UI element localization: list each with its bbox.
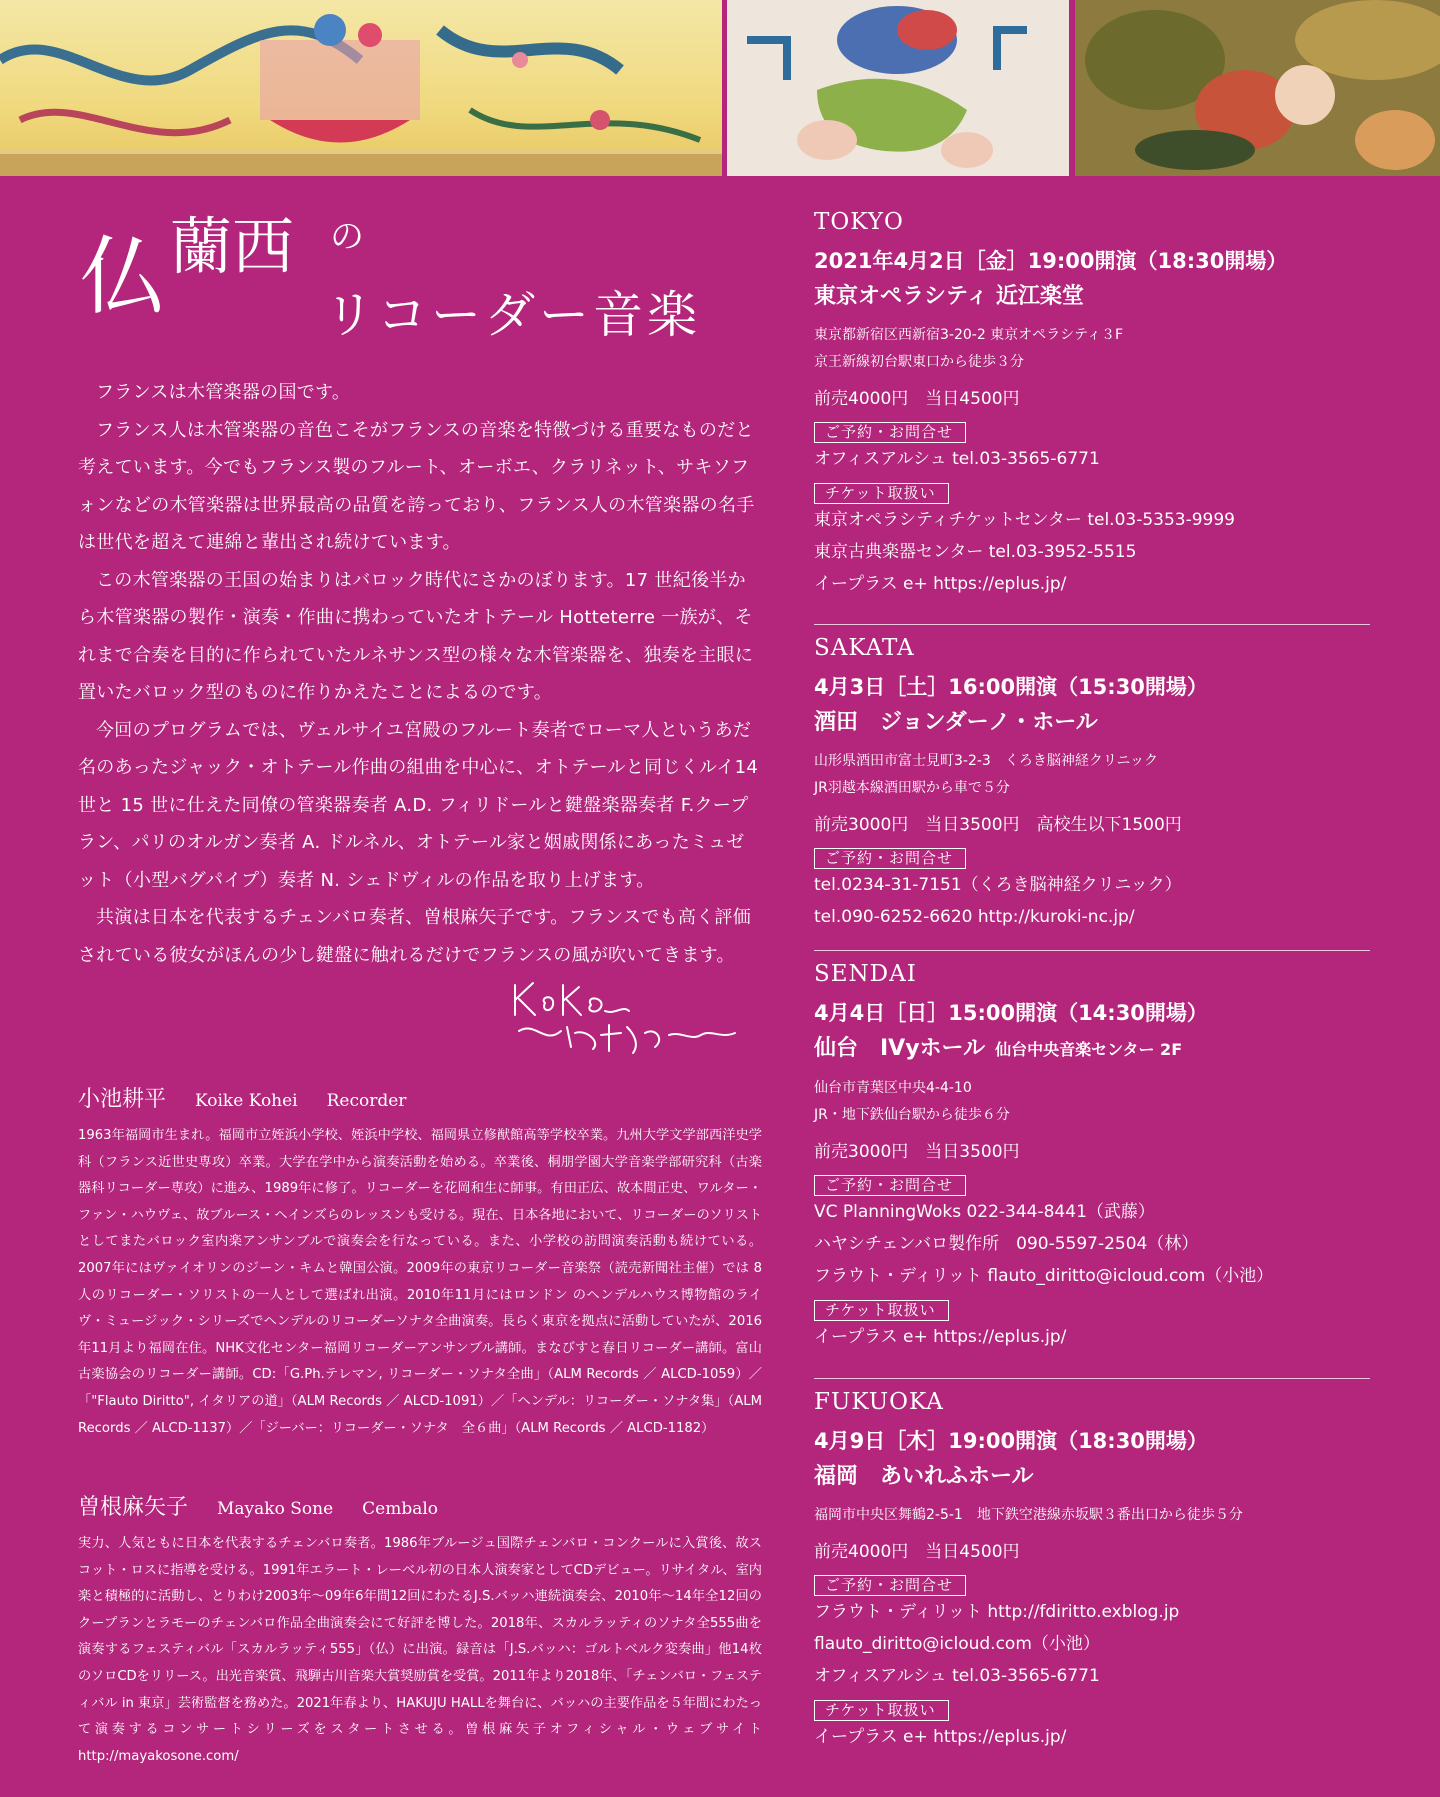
concert-sakata bbox=[814, 634, 1370, 933]
concert-datetime: 4月3日［土］16:00開演（15:30開場） bbox=[814, 675, 1208, 699]
venue-access: JR羽越本線酒田駅から車で５分 bbox=[814, 780, 1010, 796]
concert-datetime: 2021年4月2日［金］19:00開演（18:30開場） bbox=[814, 249, 1288, 273]
intro-paragraph: フランスは木管楽器の国です。 bbox=[96, 382, 351, 403]
concert-fukuoka bbox=[814, 1388, 1370, 1753]
contact-line: tel.0234-31-7151（くろき脳神経クリニック） bbox=[814, 875, 1182, 895]
ticket-outlet-line: 東京オペラシティチケットセンター tel.03-5353-9999 bbox=[814, 510, 1236, 530]
contact-line: フラウト・ディリット flauto_diritto@icloud.com（小池） bbox=[814, 1266, 1274, 1286]
concert-venue: 福岡 あいれふホール bbox=[814, 1464, 1034, 1489]
painted-figure-panel bbox=[727, 0, 1069, 176]
bio-body: 1963年福岡市生まれ。福岡市立姪浜小学校、姪浜中学校、福岡県立修猷館高等学校卒業。九州大学文学部西洋史学科（フランス近世史専攻）卒業。大学在学中から演奏活動を始める。卒業後、桐朋学園大学音楽学部研究科（古楽器科リコーダー専攻）に進み、1989年に修了。リコーダーを花岡和生に師事。有田正広、故本間正史、ワルター・ファン・ハウヴェ、故ブルース・ヘインズらのレッスンも受ける。現在、日本各地において、リコーダーのソリストとしてまたバロック室内楽アンサンブルで演奏会を行なっている。また、小学校の訪問演奏活動も続けている。2007年にはヴァイオリンのジーン・キムと韓国公演。2009年の東京リコーダー音楽祭（読売新聞社主催）では 8人のリコーダー・ソリストの一人として選ばれ出演。2010年11月にはロンドン のヘンデルハウス博物館のライヴ・ミュージック・シリーズでヘンデルのリコーダーソナタ全曲演奏。長らく東京を拠点に活動していたが、2016年11月より福岡在住。NHK文化センター福岡リコーダーアンサンブル講師。まなびすと春日リコーダー講師。富山古楽協会のリコーダー講師。CD:「G.Ph.テレマン, リコーダー・ソナタ全曲」（ALM Records ／ ALCD-1059）／「"Flauto Diritto", イタリアの道」（ALM Records ／ ALCD-1091）／「ヘンデル：リコーダー・ソナタ集」（ALM Records ／ ALCD-1137）／「ジーバー：リコーダー・ソナタ 全６曲」（ALM Records ／ ALCD-1182） bbox=[78, 1128, 762, 1436]
ticket-outlet-tag: チケット取扱い bbox=[814, 1700, 949, 1721]
ticket-outlet-line: イープラス e+ https://eplus.jp/ bbox=[814, 1327, 1067, 1347]
venue-address: 東京都新宿区西新宿3-20-2 東京オペラシティ３F bbox=[814, 327, 1124, 343]
venue-address: 山形県酒田市富士見町3-2-3 くろき脳神経クリニック bbox=[814, 753, 1158, 769]
title-char-2: 蘭西 bbox=[170, 210, 295, 283]
ticket-outlet-line: 東京古典楽器センター tel.03-3952-5515 bbox=[814, 542, 1137, 562]
bio-koike bbox=[78, 1086, 762, 1442]
page-title bbox=[80, 206, 760, 356]
contact-line: オフィスアルシュ tel.03-3565-6771 bbox=[814, 1666, 1100, 1686]
venue-subname: 仙台中央音楽センター 2F bbox=[995, 1040, 1183, 1059]
concert-sendai bbox=[814, 960, 1370, 1353]
bio-name-en: Koike Kohei bbox=[195, 1091, 298, 1111]
header-artwork bbox=[0, 0, 1440, 176]
bio-name-en: Mayako Sone bbox=[217, 1499, 334, 1519]
ticket-outlet-line: イープラス e+ https://eplus.jp/ bbox=[814, 1727, 1067, 1747]
contact-line: オフィスアルシュ tel.03-3565-6771 bbox=[814, 449, 1100, 469]
title-char-1: 仏 bbox=[80, 227, 168, 327]
ticket-outlet-tag: チケット取扱い bbox=[814, 483, 949, 504]
concert-tokyo bbox=[814, 208, 1370, 600]
reservation-tag: ご予約・お問合せ bbox=[814, 422, 966, 443]
contact-line: VC PlanningWoks 022-344-8441（武藤） bbox=[814, 1202, 1155, 1222]
venue-access: 京王新線初台駅東口から徒歩３分 bbox=[814, 354, 1024, 370]
title-subtitle: リコーダー音楽 bbox=[324, 286, 701, 344]
venue-address: 福岡市中央区舞鶴2-5-1 地下鉄空港線赤坂駅３番出口から徒歩５分 bbox=[814, 1507, 1243, 1523]
ticket-outlet-tag: チケット取扱い bbox=[814, 1300, 949, 1321]
section-divider bbox=[814, 624, 1370, 625]
ticket-price: 前売4000円 当日4500円 bbox=[814, 1542, 1020, 1562]
contact-line: tel.090-6252-6620 http://kuroki-nc.jp/ bbox=[814, 907, 1135, 927]
venue-access: JR・地下鉄仙台駅から徒歩６分 bbox=[814, 1107, 1010, 1123]
city-name: SAKATA bbox=[814, 635, 915, 661]
ticket-price: 前売3000円 当日3500円 bbox=[814, 1142, 1020, 1162]
concert-datetime: 4月9日［木］19:00開演（18:30開場） bbox=[814, 1429, 1208, 1453]
contact-line: フラウト・ディリット http://fdiritto.exblog.jp bbox=[814, 1602, 1180, 1622]
bio-heading bbox=[78, 1494, 762, 1523]
reservation-tag: ご予約・お問合せ bbox=[814, 848, 966, 869]
concert-venue: 東京オペラシティ 近江楽堂 bbox=[814, 284, 1084, 309]
concert-venue: 酒田 ジョンダーノ・ホール bbox=[814, 710, 1098, 735]
section-divider bbox=[814, 1378, 1370, 1379]
bio-body: 実力、人気ともに日本を代表するチェンバロ奏者。1986年ブルージュ国際チェンバロ・コンクールに入賞後、故スコット・ロスに指導を受ける。1991年エラート・レーベル初の日本人演奏家としてCDデビュー。リサイタル、室内楽と積極的に活動し、とりわけ2003年～09年6年間12回にわたるJ.S.バッハ連続演奏会、2010年～14年全12回のクープランとラモーのチェンバロ作品全曲演奏会にて好評を博した。2018年、スカルラッティのソナタ全555曲を演奏するフェスティバル「スカルラッティ555」（仏）に出演。録音は「J.S.バッハ：ゴルトベルク変奏曲」他14枚のソロCDをリリース。出光音楽賞、飛騨古川音楽大賞奨励賞を受賞。2011年より2018年、「チェンバロ・フェスティバル in 東京」芸術監督を務めた。2021年春より、HAKUJU HALLを舞台に、バッハの主要作品を５年間にわたって演奏するコンサートシリーズをスタートさせる。曽根麻矢子オフィシャル・ウェブサイト http://mayakosone.com/ bbox=[78, 1536, 762, 1764]
bio-sone bbox=[78, 1494, 762, 1770]
intro-paragraph: 今回のプログラムでは、ヴェルサイユ宮殿のフルート奏者でローマ人というあだ名のあったジャック・オトテール作曲の組曲を中心に、オトテールと同じくルイ14 世と 15 世に仕えた同僚の管楽器奏者 A.D. フィリドールと鍵盤楽器奏者 F.クープラン、パリのオルガン奏者 A. ドルネル、オトテール家と姻戚関係にあったミュゼット（小型バグパイプ）奏者 N. シェドヴィルの作品を取り上げます。 bbox=[78, 719, 759, 891]
ticket-price: 前売4000円 当日4500円 bbox=[814, 389, 1020, 409]
venue-address: 仙台市青葉区中央4-4-10 bbox=[814, 1080, 972, 1096]
city-name: TOKYO bbox=[814, 209, 904, 235]
ticket-price: 前売3000円 当日3500円 高校生以下1500円 bbox=[814, 815, 1182, 835]
contact-line: ハヤシチェンバロ製作所 090-5597-2504（林） bbox=[814, 1234, 1199, 1254]
painted-ornament-panel bbox=[0, 0, 722, 176]
contact-line: flauto_diritto@icloud.com（小池） bbox=[814, 1634, 1100, 1654]
concert-venue bbox=[814, 1034, 1370, 1065]
handwritten-signature bbox=[505, 975, 765, 1065]
venue-name: 仙台 IVyホール bbox=[814, 1036, 986, 1061]
section-divider bbox=[814, 950, 1370, 951]
intro-paragraph: この木管楽器の王国の始まりはバロック時代にさかのぼります。17 世紀後半から木管楽器の製作・演奏・作曲に携わっていたオトテール Hotteterre 一族が、それまで合奏を目的に作られていたルネサンス型の様々な木管楽器を、独奏を主眼に置いたバロック型のものに作りかえたことによるのです。 bbox=[78, 569, 754, 703]
intro-text bbox=[78, 374, 762, 974]
bio-name: 小池耕平 bbox=[78, 1087, 167, 1112]
bio-heading bbox=[78, 1086, 762, 1115]
reservation-tag: ご予約・お問合せ bbox=[814, 1175, 966, 1196]
ticket-outlet-line: イープラス e+ https://eplus.jp/ bbox=[814, 574, 1067, 594]
bio-role: Cembalo bbox=[362, 1499, 439, 1519]
bio-name: 曽根麻矢子 bbox=[78, 1495, 189, 1520]
painted-scene-panel bbox=[1075, 0, 1440, 176]
concert-datetime: 4月4日［日］15:00開演（14:30開場） bbox=[814, 1001, 1208, 1025]
bio-role: Recorder bbox=[326, 1091, 407, 1111]
intro-paragraph: 共演は日本を代表するチェンバロ奏者、曽根麻矢子です。フランスでも高く評価されている彼女がほんの少し鍵盤に触れるだけでフランスの風が吹いてきます。 bbox=[78, 907, 752, 966]
reservation-tag: ご予約・お問合せ bbox=[814, 1575, 966, 1596]
city-name: SENDAI bbox=[814, 961, 917, 987]
city-name: FUKUOKA bbox=[814, 1389, 944, 1415]
intro-paragraph: フランス人は木管楽器の音色こそがフランスの音楽を特徴づける重要なものだと考えています。今でもフランス製のフルート、オーボエ、クラリネット、サキソフォンなどの木管楽器は世界最高の品質を誇っており、フランス人の木管楽器の名手は世代を超えて連綿と輩出され続けています。 bbox=[78, 419, 755, 553]
title-particle: の bbox=[330, 217, 364, 257]
